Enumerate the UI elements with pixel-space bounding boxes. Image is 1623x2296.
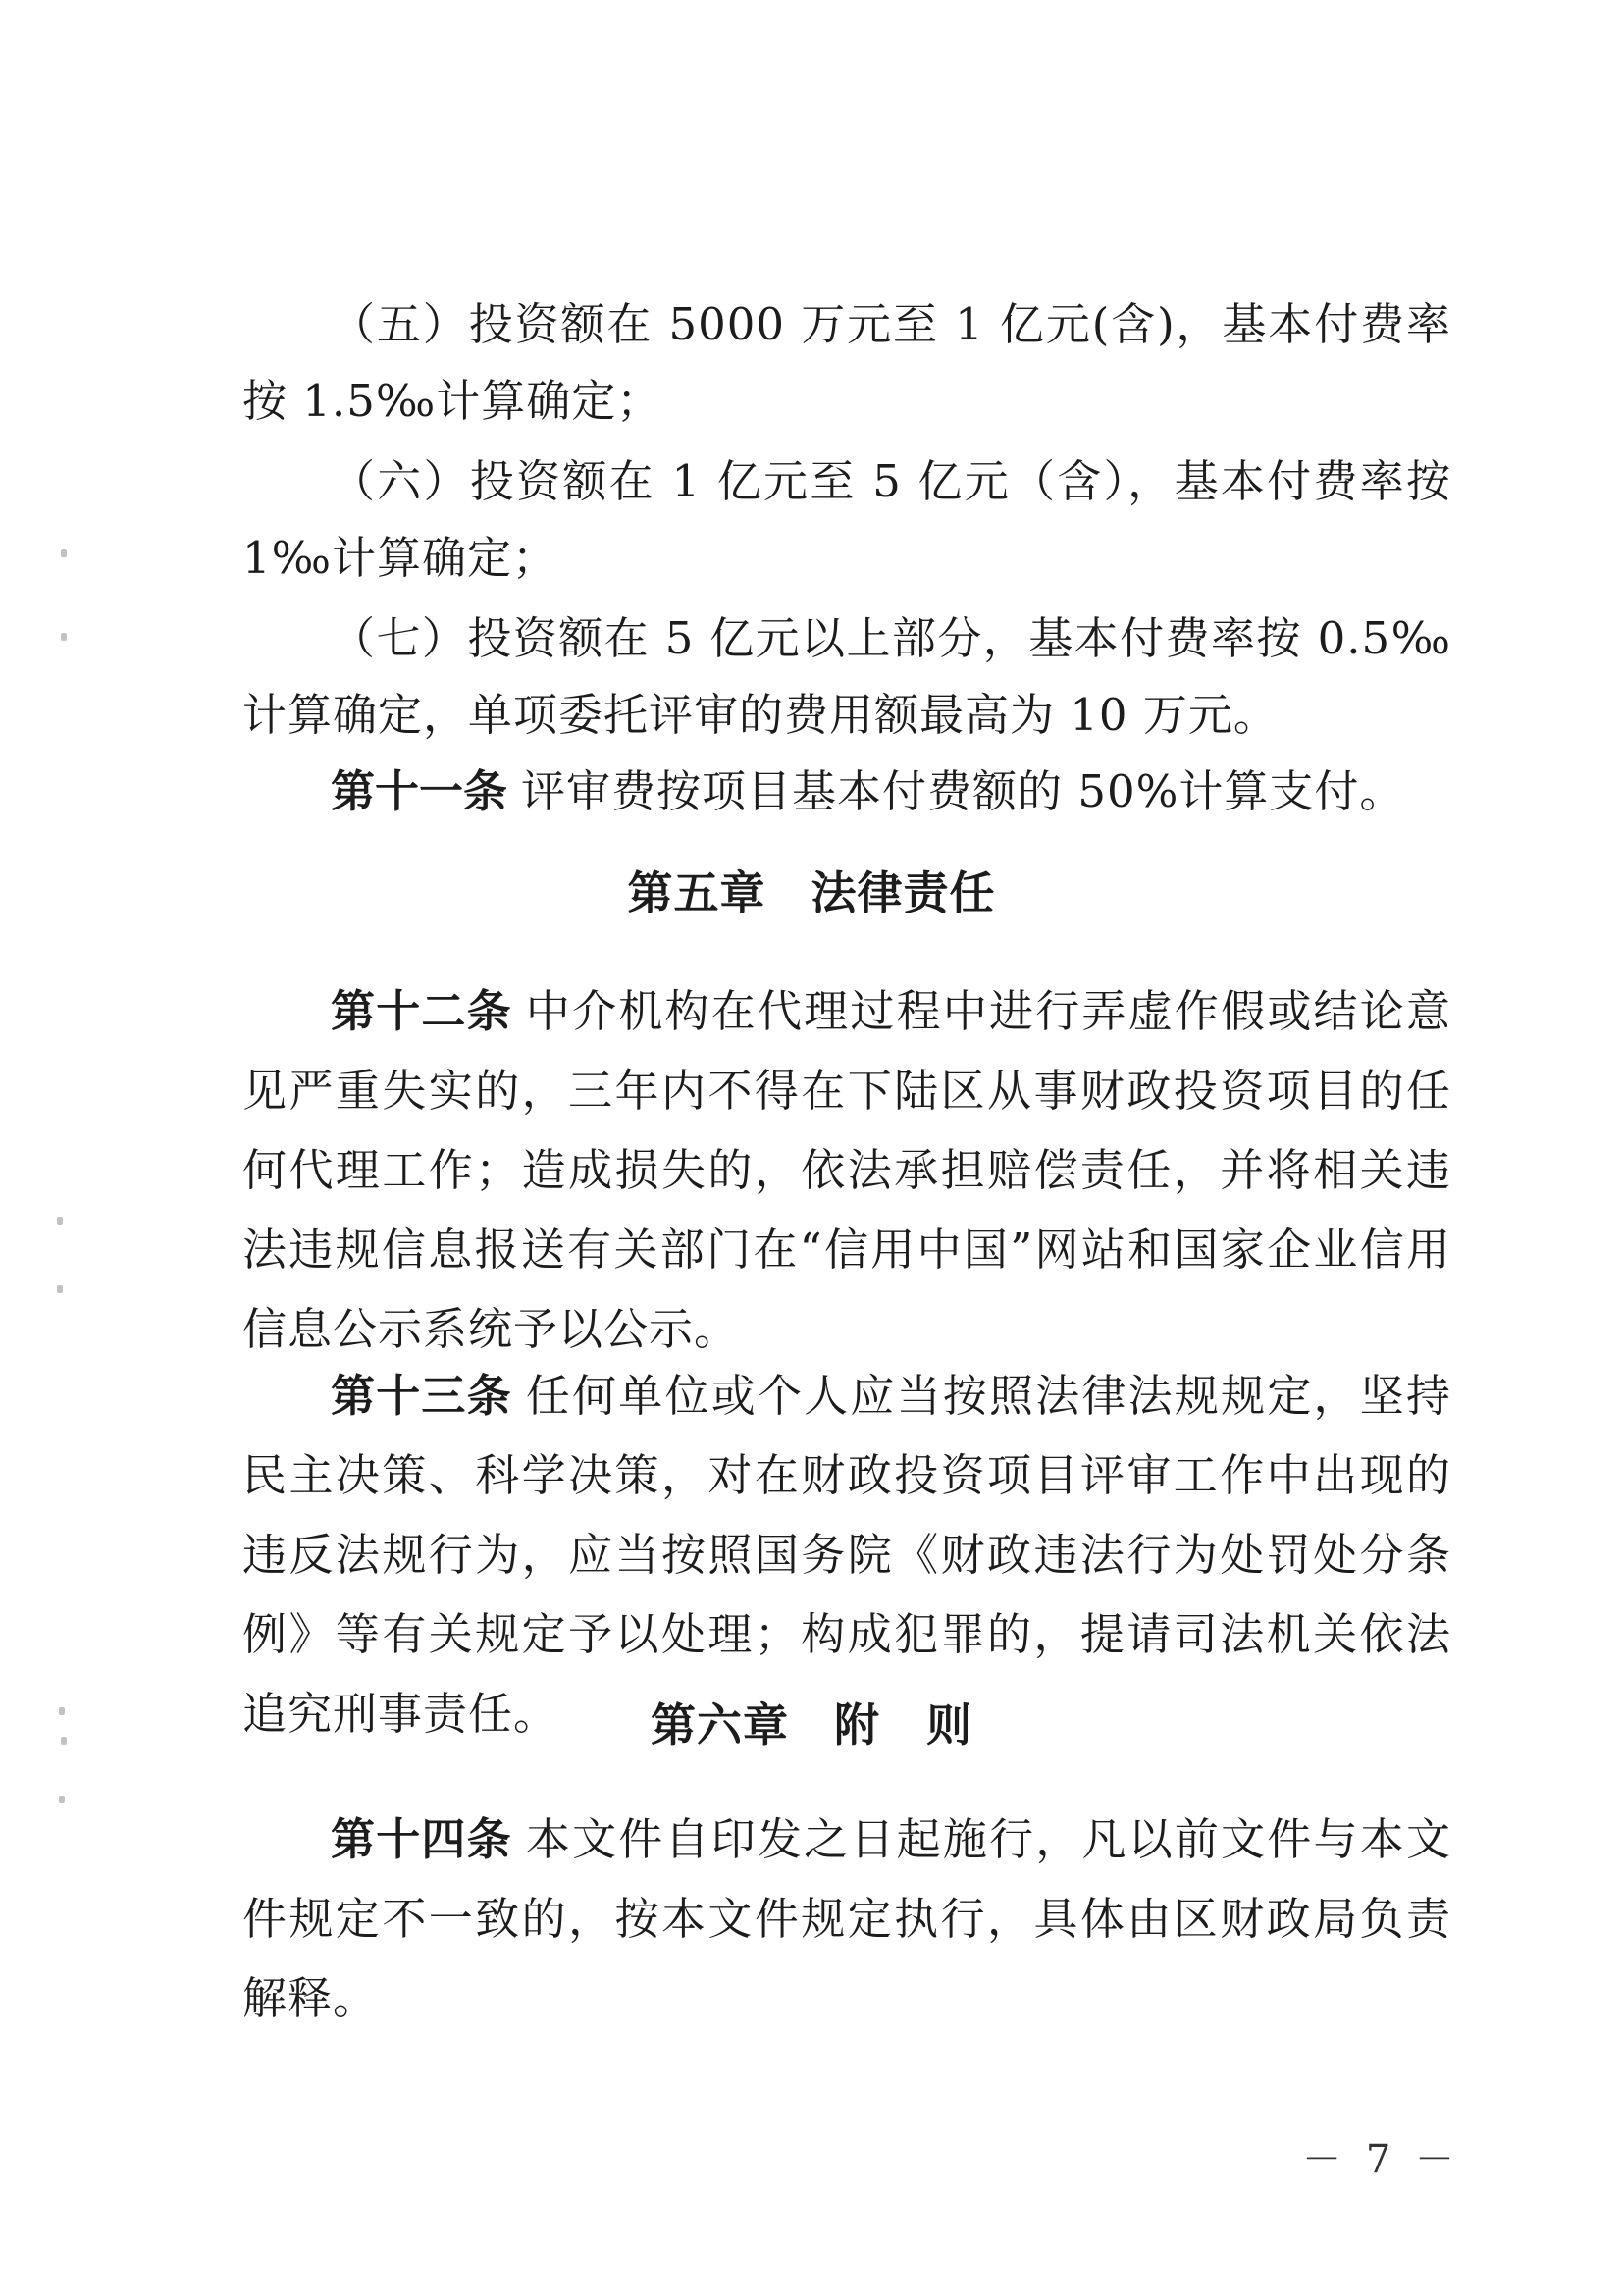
- scan-speck: [61, 549, 67, 557]
- chapter-five-title: 法律责任: [811, 866, 996, 919]
- article-eleven-lead: 第十一条: [331, 765, 508, 817]
- chapter-five-number: 第五章: [627, 866, 766, 919]
- scan-speck: [59, 1707, 65, 1715]
- article-twelve-text: 中介机构在代理过程中进行弄虚作假或结论意见严重失实的，三年内不得在下陆区从事财政投资项目的任何代理工作；造成损失的，依法承担赔偿责任，并将相关违法违规信息报送有关部门在“信用中国”网站和国家企业信用信息公示系统予以公示。: [242, 985, 1451, 1355]
- chapter-six-title: 附 则: [834, 1698, 972, 1751]
- article-thirteen-lead: 第十三条: [331, 1370, 512, 1422]
- chapter-five-heading: [0, 863, 1623, 922]
- article-twelve: [242, 971, 1451, 1369]
- scan-speck: [61, 1737, 67, 1745]
- article-fourteen-lead: 第十四条: [331, 1813, 512, 1865]
- article-fourteen: [242, 1800, 1451, 2038]
- article-thirteen-text: 任何单位或个人应当按照法律法规规定，坚持民主决策、科学决策，对在财政投资项目评审工作中出现的违反法规行为，应当按照国务院《财政违法行为处罚处分条例》等有关规定予以处理；构成犯罪的，提请司法机关依法追究刑事责任。: [242, 1370, 1451, 1740]
- scan-speck: [57, 1217, 63, 1225]
- item-six: （六）投资额在 1 亿元至 5 亿元（含），基本付费率按 1‰计算确定；: [242, 455, 1451, 584]
- article-twelve-lead: 第十二条: [331, 985, 512, 1037]
- article-eleven-text: 评审费按项目基本付费额的 50%计算支付。: [521, 765, 1405, 817]
- item-five: （五）投资额在 5000 万元至 1 亿元(含)，基本付费率按 1.5‰计算确定；: [242, 298, 1451, 427]
- article-thirteen: [242, 1356, 1451, 1753]
- chapter-six-heading: [0, 1696, 1623, 1754]
- scan-speck: [61, 633, 67, 641]
- scan-speck: [57, 1285, 63, 1293]
- article-eleven: [242, 752, 1451, 831]
- chapter-six-number: 第六章: [651, 1698, 789, 1751]
- scan-speck: [59, 1796, 65, 1803]
- item-seven: （七）投资额在 5 亿元以上部分，基本付费率按 0.5‰计算确定，单项委托评审的费用额最高为 10 万元。: [242, 612, 1451, 741]
- page-number: － 7 －: [1302, 2137, 1460, 2182]
- article-fourteen-text: 本文件自印发之日起施行，凡以前文件与本文件规定不一致的，按本文件规定执行，具体由区财政局负责解释。: [242, 1813, 1451, 2024]
